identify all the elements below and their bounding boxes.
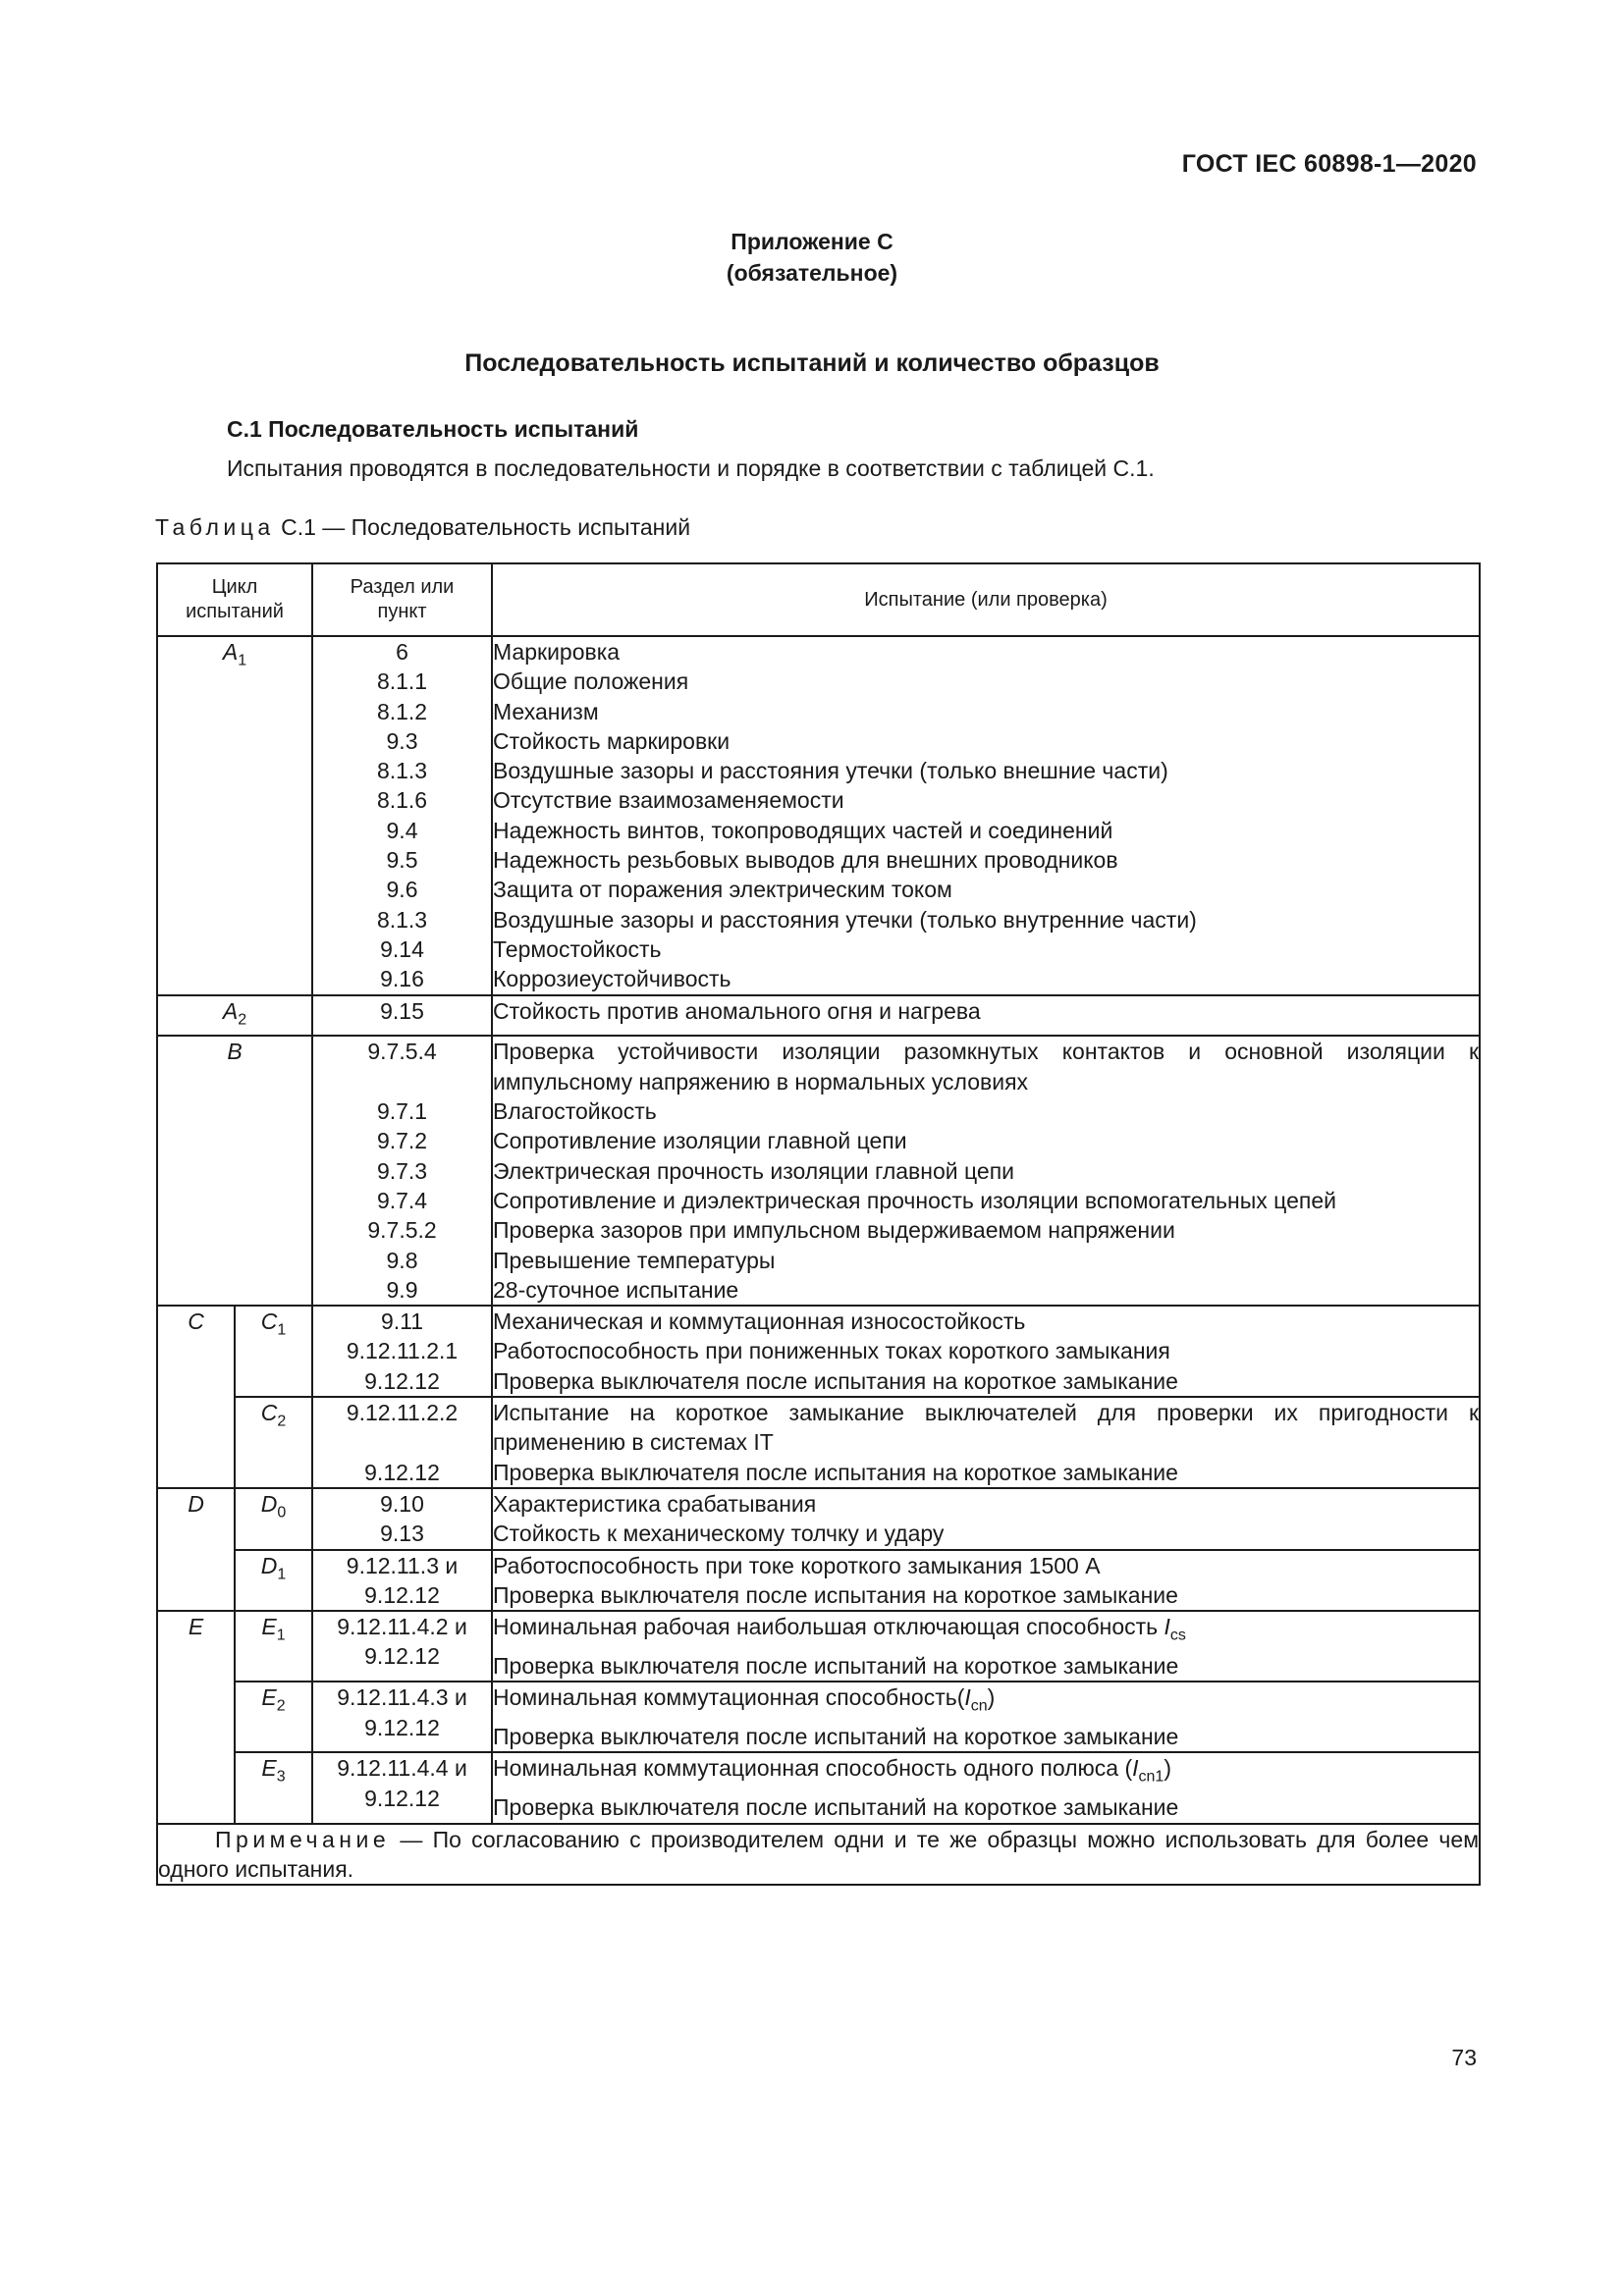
- section-ref: 9.12.11.2.2: [346, 1400, 459, 1426]
- subcycle-cell: [235, 1550, 312, 1612]
- test-name: Маркировка: [493, 639, 621, 665]
- header-cycle: [157, 563, 312, 636]
- section-ref: 9.12.11.4.2 и: [337, 1614, 467, 1640]
- cycle-cell: [157, 1036, 312, 1306]
- section-ref: 9.3: [386, 727, 418, 754]
- section-ref: 9.12.12: [364, 1459, 440, 1485]
- cycle-cell: [157, 1488, 235, 1611]
- section-ref: 9.7.1: [376, 1098, 428, 1125]
- test-name: Проверка выключателя после испытания на короткое замыкание: [493, 1581, 1178, 1608]
- section-ref: 9.11: [380, 1308, 424, 1335]
- test-cell: [492, 1488, 1480, 1550]
- page-number: 73: [1451, 2045, 1477, 2070]
- test-name: [493, 1682, 1479, 1722]
- section-ref: 9.10: [380, 1490, 424, 1517]
- cycle-cell: [157, 1611, 235, 1824]
- header-section-line2: пункт: [377, 601, 427, 622]
- table-row: [157, 1397, 1480, 1488]
- test-cell: [492, 1306, 1480, 1397]
- section-ref: 9.12.11.2.1: [346, 1338, 459, 1364]
- section-ref: 9.7.5.4: [367, 1039, 437, 1065]
- test-name: Защита от поражения электрическим током: [493, 877, 952, 903]
- test-cell: [492, 636, 1480, 995]
- cycle-label: B: [227, 1039, 243, 1065]
- table-caption: [155, 514, 690, 541]
- current-symbol-subscript: cn: [970, 1697, 988, 1715]
- test-name: Проверка зазоров при импульсном выдерживаемом напряжении: [493, 1217, 1175, 1244]
- section-cell: [312, 1682, 492, 1752]
- subcycle-subscript: 2: [276, 1697, 286, 1715]
- section-ref: 9.7.4: [376, 1187, 428, 1213]
- standard-id: ГОСТ IEC 60898-1—2020: [1181, 150, 1477, 178]
- table-header-row: [157, 563, 1480, 636]
- test-name: 28-суточное испытание: [493, 1276, 739, 1303]
- test-cell: [492, 1550, 1480, 1612]
- section-ref: 8.1.2: [376, 698, 428, 724]
- section-ref: 9.12.12: [364, 1581, 440, 1608]
- test-cell: [492, 1036, 1480, 1306]
- test-cell: [492, 1682, 1480, 1752]
- subcycle-label: C: [260, 1308, 278, 1335]
- section-cell: [312, 1306, 492, 1397]
- test-name: Превышение температуры: [493, 1247, 776, 1273]
- test-name: Стойкость против аномального огня и нагрева: [493, 997, 981, 1024]
- table-row: [157, 1752, 1480, 1823]
- section-ref: 9.12.11.4.3 и: [337, 1684, 467, 1711]
- section-ref: 9.12.11.3 и: [346, 1552, 459, 1578]
- section-ref: 6: [396, 639, 408, 665]
- section-ref: 9.9: [386, 1276, 418, 1303]
- subcycle-cell: [235, 1682, 312, 1752]
- section-cell: [312, 1036, 492, 1306]
- current-symbol: I: [1164, 1614, 1170, 1640]
- section-ref: 9.14: [380, 935, 424, 962]
- section-ref: 9.16: [380, 966, 424, 992]
- annex-heading: [0, 226, 1624, 289]
- test-name: Влагостойкость: [493, 1098, 657, 1125]
- table-note-row: [157, 1824, 1480, 1886]
- section-ref: 9.7.5.2: [367, 1217, 437, 1244]
- test-name: Механическая и коммутационная износостойкость: [493, 1308, 1026, 1335]
- section-cell: [312, 1611, 492, 1682]
- table-row: [157, 995, 1480, 1037]
- test-name: Проверка выключателя после испытания на короткое замыкание: [493, 1367, 1178, 1394]
- annex-title: Приложение С: [731, 229, 893, 254]
- section-cell: [312, 636, 492, 995]
- test-cell: [492, 995, 1480, 1037]
- subcycle-subscript: 1: [276, 1627, 286, 1644]
- test-name: Характеристика срабатывания: [493, 1490, 817, 1517]
- test-name-text: Номинальная коммутационная способность(: [493, 1684, 965, 1711]
- test-name: Проверка выключателя после испытаний на короткое замыкание: [493, 1724, 1179, 1750]
- subcycle-subscript: 2: [277, 1413, 287, 1430]
- note-label: Примечание: [215, 1826, 391, 1852]
- cycle-label: A: [222, 639, 239, 665]
- test-name: Коррозиеустойчивость: [493, 966, 731, 992]
- test-cell: [492, 1611, 1480, 1682]
- subcycle-subscript: 1: [277, 1321, 287, 1339]
- subcycle-cell: [235, 1611, 312, 1682]
- current-symbol-subscript: cs: [1169, 1627, 1186, 1644]
- section-ref: 9.12.11.4.4 и: [337, 1755, 467, 1782]
- section-ref: 8.1.3: [376, 758, 428, 784]
- table-row: [157, 1488, 1480, 1550]
- header-test: Испытание (или проверка): [492, 563, 1480, 636]
- subcycle-label: D: [260, 1490, 278, 1517]
- header-section-line1: Раздел или: [350, 576, 455, 598]
- subcycle-cell: [235, 1397, 312, 1488]
- table-row: [157, 636, 1480, 995]
- test-name: Проверка выключателя после испытания на короткое замыкание: [493, 1459, 1178, 1485]
- cycle-label: C: [188, 1308, 204, 1335]
- test-name: Стойкость к механическому толчку и удару: [493, 1521, 945, 1547]
- test-name-tail: ): [987, 1684, 996, 1711]
- test-name: Отсутствие взаимозаменяемости: [493, 787, 844, 814]
- test-cell: [492, 1752, 1480, 1823]
- section-cell: [312, 995, 492, 1037]
- test-name: Испытание на короткое замыкание выключателей для проверки их пригодности к применению в системах IT: [493, 1400, 1480, 1456]
- test-name: Термостойкость: [493, 935, 662, 962]
- header-section: [312, 563, 492, 636]
- section-ref: 9.12.12: [364, 1714, 440, 1740]
- section-ref: 9.8: [386, 1247, 418, 1273]
- test-name: Электрическая прочность изоляции главной цепи: [493, 1157, 1014, 1184]
- test-name: Работоспособность при пониженных токах короткого замыкания: [493, 1338, 1170, 1364]
- test-name: Воздушные зазоры и расстояния утечки (только внутренние части): [493, 906, 1197, 933]
- section-ref: 9.12.12: [364, 1367, 440, 1394]
- section-intro: Испытания проводятся в последовательности и порядке в соответствии с таблицей С.1.: [227, 455, 1155, 481]
- note-text: — По согласованию с производителем одни и те же образцы можно использовать для более чем одного испытания.: [158, 1826, 1480, 1882]
- test-name: Механизм: [493, 698, 599, 724]
- test-name: Общие положения: [493, 668, 689, 695]
- table-note: [157, 1824, 1480, 1886]
- test-name: Сопротивление изоляции главной цепи: [493, 1128, 907, 1154]
- test-name: Проверка выключателя после испытаний на короткое замыкание: [493, 1652, 1179, 1679]
- test-name-text: Номинальная коммутационная способность одного полюса (: [493, 1755, 1133, 1782]
- test-name-tail: ): [1164, 1755, 1171, 1782]
- table-row: [157, 1682, 1480, 1752]
- section-ref: 9.13: [380, 1521, 424, 1547]
- test-name: Сопротивление и диэлектрическая прочность изоляции вспомогательных цепей: [493, 1187, 1336, 1213]
- cycle-cell: [157, 995, 312, 1037]
- table-row: [157, 1611, 1480, 1682]
- table-caption-word: Таблица: [155, 514, 275, 540]
- cycle-subscript: 2: [238, 1011, 247, 1029]
- section-ref: 9.6: [386, 877, 418, 903]
- test-name: Надежность резьбовых выводов для внешних проводников: [493, 847, 1118, 874]
- section-ref: 9.7.2: [376, 1128, 428, 1154]
- section-ref: 9.12.12: [364, 1785, 440, 1811]
- cycle-label: D: [188, 1490, 204, 1517]
- test-name: [493, 1753, 1479, 1792]
- section-cell: [312, 1488, 492, 1550]
- subcycle-subscript: 3: [276, 1769, 286, 1787]
- subcycle-label: C: [260, 1400, 278, 1426]
- test-name: Проверка устойчивости изоляции разомкнутых контактов и основной изоляции к импульсному напряжению в нормальных условиях: [493, 1039, 1480, 1095]
- cycle-label: A: [222, 997, 239, 1024]
- section-ref: 8.1.6: [376, 787, 428, 814]
- cycle-cell: [157, 636, 312, 995]
- subcycle-cell: [235, 1752, 312, 1823]
- cycle-label: E: [188, 1614, 204, 1640]
- table-row: [157, 1550, 1480, 1612]
- cycle-subscript: 1: [238, 652, 247, 669]
- section-ref: 9.15: [380, 997, 424, 1024]
- test-name: Надежность винтов, токопроводящих частей и соединений: [493, 817, 1113, 843]
- page-title: Последовательность испытаний и количество образцов: [464, 349, 1160, 377]
- section-cell: [312, 1550, 492, 1612]
- header-cycle-line1: Цикл: [211, 576, 258, 598]
- subcycle-label: D: [260, 1552, 278, 1578]
- current-symbol-subscript: cn1: [1138, 1769, 1164, 1787]
- subcycle-subscript: 0: [277, 1504, 287, 1522]
- test-name: [493, 1612, 1479, 1651]
- test-name: Воздушные зазоры и расстояния утечки (только внешние части): [493, 758, 1168, 784]
- subcycle-label: E: [261, 1614, 277, 1640]
- subcycle-cell: [235, 1488, 312, 1550]
- test-name: Проверка выключателя после испытаний на короткое замыкание: [493, 1794, 1179, 1821]
- table-row: [157, 1306, 1480, 1397]
- cycle-cell: [157, 1306, 235, 1488]
- current-symbol: I: [1132, 1755, 1139, 1782]
- section-ref: 9.4: [386, 817, 418, 843]
- subcycle-subscript: 1: [277, 1566, 287, 1583]
- section-ref: 9.5: [386, 847, 418, 874]
- section-ref: 9.12.12: [364, 1643, 440, 1670]
- section-ref: 9.7.3: [376, 1157, 428, 1184]
- header-cycle-line2: испытаний: [186, 601, 284, 622]
- section-cell: [312, 1397, 492, 1488]
- subcycle-label: E: [261, 1755, 277, 1782]
- test-name: Стойкость маркировки: [493, 727, 731, 754]
- subcycle-label: E: [261, 1684, 277, 1711]
- table-row: [157, 1036, 1480, 1306]
- subcycle-cell: [235, 1306, 312, 1397]
- section-heading: С.1 Последовательность испытаний: [227, 416, 639, 442]
- section-ref: 8.1.3: [376, 906, 428, 933]
- test-name-text: Номинальная рабочая наибольшая отключающая способность: [493, 1614, 1164, 1640]
- section-spacer: [313, 1067, 491, 1096]
- section-ref: 8.1.1: [376, 668, 428, 695]
- table-caption-text: С.1 — Последовательность испытаний: [274, 514, 691, 540]
- section-cell: [312, 1752, 492, 1823]
- section-spacer: [313, 1427, 491, 1457]
- current-symbol: I: [964, 1684, 971, 1711]
- test-name: Работоспособность при токе короткого замыкания 1500 А: [493, 1552, 1101, 1578]
- test-cell: [492, 1397, 1480, 1488]
- annex-status: (обязательное): [726, 260, 898, 286]
- test-sequence-table: [156, 562, 1481, 1886]
